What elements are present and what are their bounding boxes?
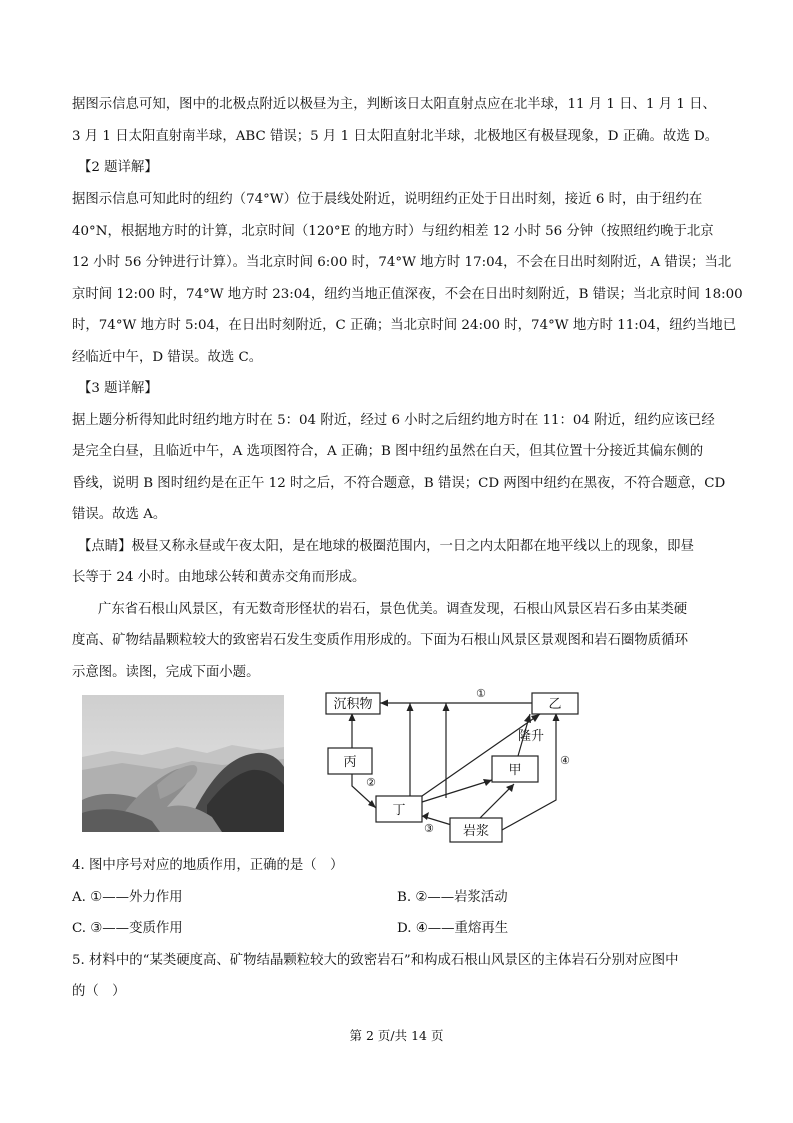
question-4-option-d: D. ④——重熔再生 [397, 921, 509, 936]
label-bing: 丙 [343, 755, 357, 770]
label-sediment: 沉积物 [333, 697, 373, 712]
label-n2: ② [366, 776, 376, 789]
text-line: 40°N，根据地方时的计算，北京时间（120°E 的地方时）与纽约相差 12 小时 56 分钟（按照纽约晚于北京 [72, 224, 714, 239]
landscape-photo [82, 695, 284, 832]
question-4-option-a: A. ①——外力作用 [72, 890, 183, 905]
question-4-option-c: C. ③——变质作用 [72, 921, 183, 936]
text-line: 长等于 24 小时。由地球公转和黄赤交角而形成。 [72, 570, 366, 585]
material-line: 广东省石根山风景区，有无数奇形怪状的岩石，景色优美。调查发现，石根山风景区岩石多由某类硬 [98, 602, 688, 617]
label-n3: ③ [424, 822, 434, 835]
label-ding: 丁 [392, 803, 406, 818]
label-n4: ④ [560, 754, 570, 767]
text-line: 京时间 12:00 时，74°W 地方时 23:04，纽约当地正值深夜，不会在日出时刻附近，B 错误；当北京时间 18:00 [72, 287, 743, 302]
section-heading: 【3 题详解】 [78, 381, 158, 396]
question-5-stem-cont: 的（ ） [72, 984, 126, 999]
text-line: 3 月 1 日太阳直射南半球，ABC 错误；5 月 1 日太阳直射北半球，北极地区有极昼现象，D 正确。故选 D。 [72, 129, 719, 144]
text-line: 据图示信息可知此时的纽约（74°W）位于晨线处附近，说明纽约正处于日出时刻，接近 6 时，由于纽约在 [72, 192, 703, 207]
text-line: 是完全白昼，且临近中午，A 选项图符合，A 正确；B 图中纽约虽然在白天，但其位置十分接近其偏东侧的 [72, 444, 704, 459]
text-line: 昏线，说明 B 图时纽约是在正午 12 时之后，不符合题意，B 错误；CD 两图中纽约在黑夜，不符合题意，CD [72, 476, 726, 491]
text-line: 经临近中午，D 错误。故选 C。 [72, 350, 263, 365]
section-heading: 【2 题详解】 [78, 160, 158, 175]
text-line: 时，74°W 地方时 5:04，在日出时刻附近，C 正确；当北京时间 24:00 时，74°W 地方时 11:04，纽约当地已 [72, 318, 737, 333]
text-line: 据图示信息可知，图中的北极点附近以极昼为主，判断该日太阳直射点应在北半球，11 月 1 日、1 月 1 日、 [72, 97, 716, 112]
question-4-stem: 4. 图中序号对应的地质作用，正确的是（ ） [72, 858, 344, 873]
label-n1: ① [476, 687, 486, 700]
tip-line: 【点睛】极昼又称永昼或午夜太阳，是在地球的极圈范围内，一日之内太阳都在地平线以上的现象，即昼 [78, 539, 694, 554]
rock-cycle-diagram [318, 684, 588, 844]
text-line: 错误。故选 A。 [72, 507, 167, 522]
label-uplift: 隆升 [518, 729, 545, 744]
label-yi: 乙 [548, 697, 562, 712]
label-magma: 岩浆 [462, 824, 490, 839]
material-line: 度高、矿物结晶颗粒较大的致密岩石发生变质作用形成的。下面为石根山风景区景观图和岩石圈物质循环 [72, 633, 688, 648]
material-line: 示意图。读图，完成下面小题。 [72, 665, 260, 680]
text-line: 12 小时 56 分钟进行计算）。当北京时间 6:00 时，74°W 地方时 17:04，不会在日出时刻附近，A 错误；当北 [72, 255, 732, 270]
label-jia: 甲 [508, 763, 522, 778]
text-line: 据上题分析得知此时纽约地方时在 5：04 附近，经过 6 小时之后纽约地方时在 11：04 附近，纽约应该已经 [72, 413, 715, 428]
page-footer: 第 2 页/共 14 页 [349, 1028, 444, 1043]
question-5-stem: 5. 材料中的“某类硬度高、矿物结晶颗粒较大的致密岩石”和构成石根山风景区的主体岩石分别对应图中 [72, 953, 679, 968]
question-4-option-b: B. ②——岩浆活动 [397, 890, 508, 905]
